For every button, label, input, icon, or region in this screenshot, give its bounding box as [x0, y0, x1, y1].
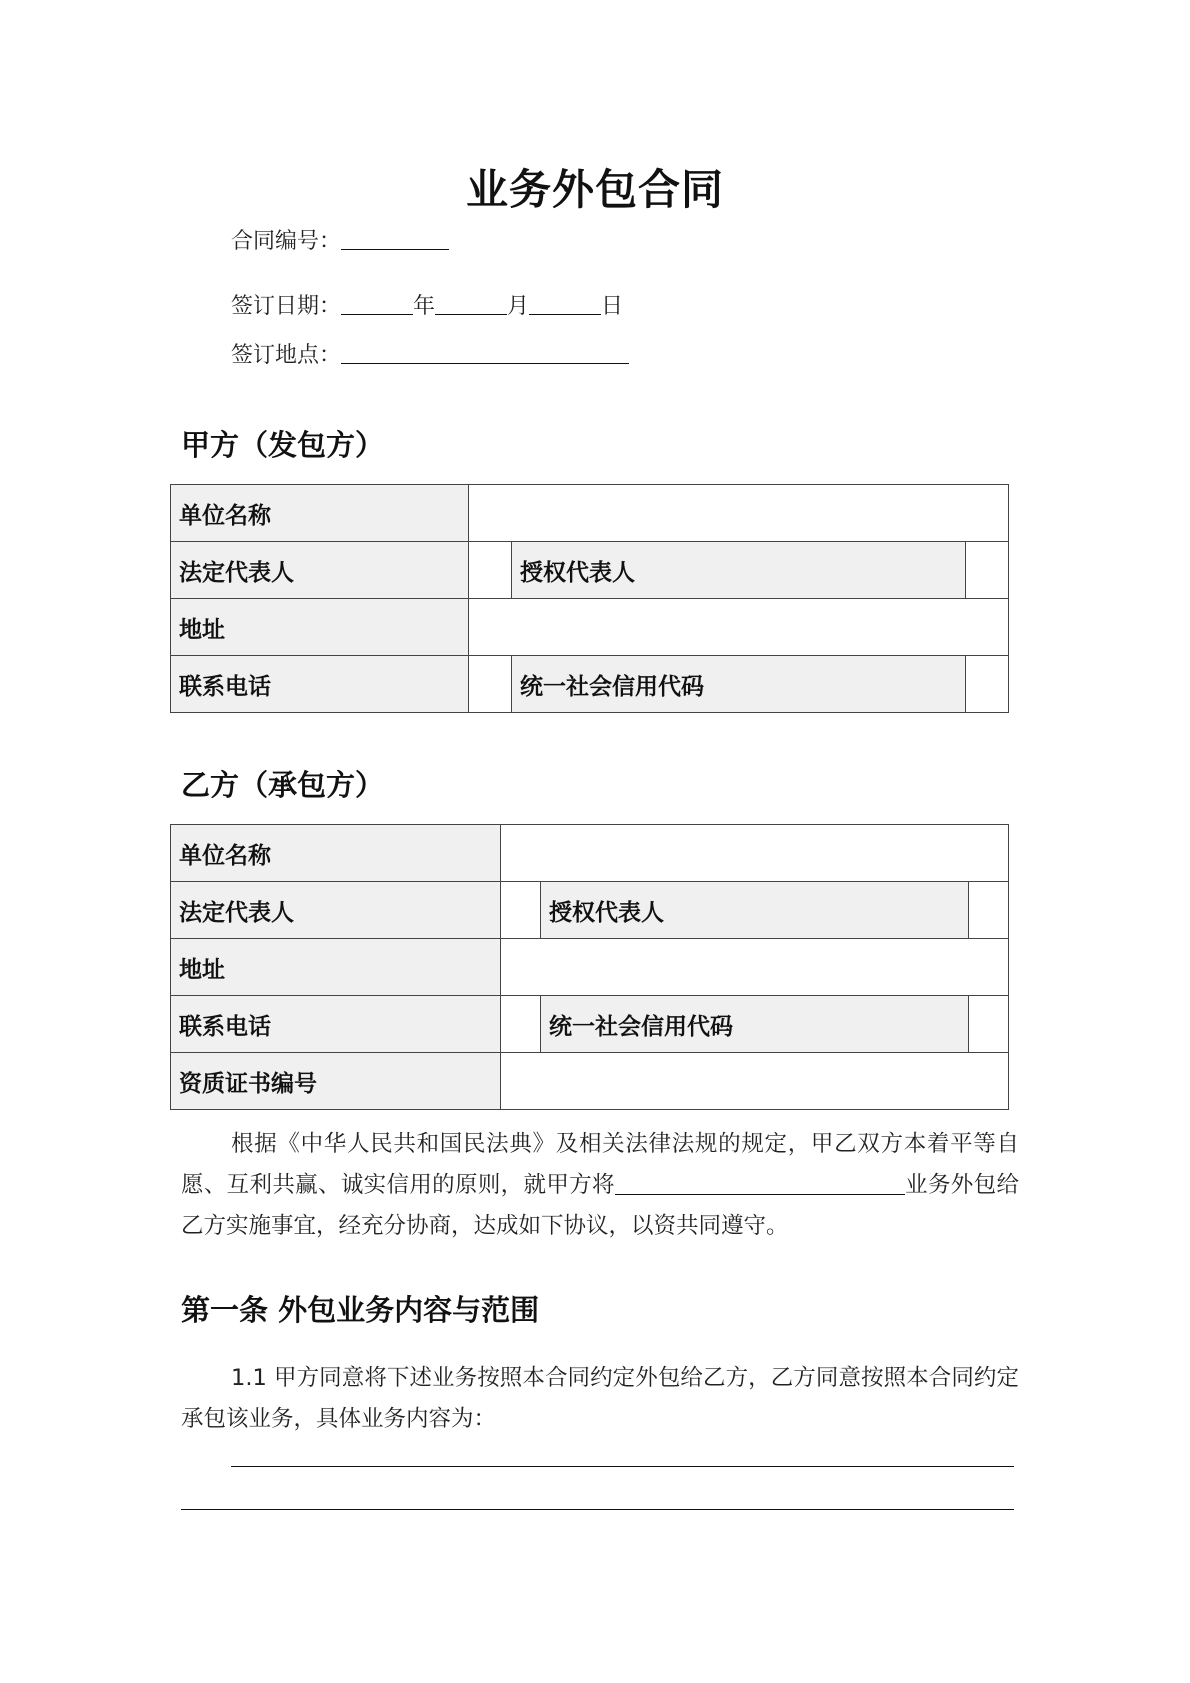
table-row — [171, 599, 1009, 656]
contract-number-blank[interactable] — [341, 227, 449, 250]
table-row — [171, 656, 1009, 713]
party-a-phone-label: 联系电话 — [171, 656, 469, 713]
sign-day-blank[interactable] — [529, 292, 601, 315]
sign-place-line — [231, 341, 629, 371]
table-row — [171, 485, 1009, 542]
party-a-auth-rep-label: 授权代表人 — [512, 542, 966, 599]
year-label: 年 — [413, 294, 436, 319]
party-b-legal-rep-label: 法定代表人 — [171, 882, 501, 939]
table-row — [171, 939, 1009, 996]
party-a-address-label: 地址 — [171, 599, 469, 656]
contract-number-label: 合同编号： — [231, 229, 342, 254]
party-a-credit-code-label: 统一社会信用代码 — [512, 656, 966, 713]
article-1-heading: 第一条 外包业务内容与范围 — [181, 1293, 540, 1327]
intro-text-part1: 根据《中华人民共和国民法典》及相关法律法规的规定，甲乙双方本着平等自愿、互利共赢、诚实信用的原则，就甲方将 — [181, 1131, 1019, 1198]
table-row — [171, 882, 1009, 939]
intro-paragraph — [181, 1124, 1019, 1247]
party-a-heading: 甲方（发包方） — [181, 428, 385, 462]
business-content-line-2[interactable] — [181, 1509, 1014, 1510]
party-b-credit-code-label: 统一社会信用代码 — [541, 996, 969, 1053]
party-a-phone-field[interactable] — [469, 656, 512, 713]
table-row — [171, 542, 1009, 599]
party-b-auth-rep-field[interactable] — [969, 882, 1009, 939]
party-b-unit-name-field[interactable] — [501, 825, 1009, 882]
party-b-address-label: 地址 — [171, 939, 501, 996]
party-a-address-field[interactable] — [469, 599, 1009, 656]
sign-year-blank[interactable] — [341, 292, 413, 315]
intro-text-part2: 业务外包给乙方实施事宜，经充分协商，达成如下协议，以资共同遵守。 — [181, 1172, 1019, 1239]
party-a-legal-rep-label: 法定代表人 — [171, 542, 469, 599]
party-a-legal-rep-field[interactable] — [469, 542, 512, 599]
sign-date-label: 签订日期： — [231, 294, 342, 319]
document-title: 业务外包合同 — [465, 165, 724, 214]
party-a-credit-code-field[interactable] — [966, 656, 1009, 713]
business-content-line-1[interactable] — [231, 1466, 1014, 1467]
party-b-unit-name-label: 单位名称 — [171, 825, 501, 882]
party-a-auth-rep-field[interactable] — [966, 542, 1009, 599]
sign-month-blank[interactable] — [435, 292, 507, 315]
sign-place-label: 签订地点： — [231, 343, 342, 368]
party-b-cert-no-field[interactable] — [501, 1053, 1009, 1110]
party-b-legal-rep-field[interactable] — [501, 882, 541, 939]
clause-1-1: 1.1 甲方同意将下述业务按照本合同约定外包给乙方，乙方同意按照本合同约定承包该业务，具体业务内容为： — [181, 1365, 1019, 1432]
table-row — [171, 825, 1009, 882]
party-a-unit-name-label: 单位名称 — [171, 485, 469, 542]
contract-number-line — [231, 227, 449, 257]
party-b-table — [170, 824, 1009, 1110]
sign-date-line — [231, 292, 623, 322]
party-b-heading: 乙方（承包方） — [181, 768, 385, 802]
party-a-unit-name-field[interactable] — [469, 485, 1009, 542]
sign-place-blank[interactable] — [341, 341, 629, 364]
party-a-table — [170, 484, 1009, 713]
party-b-address-field[interactable] — [501, 939, 1009, 996]
table-row — [171, 996, 1009, 1053]
party-b-phone-field[interactable] — [501, 996, 541, 1053]
month-label: 月 — [507, 294, 530, 319]
day-label: 日 — [601, 294, 624, 319]
party-b-credit-code-field[interactable] — [969, 996, 1009, 1053]
table-row — [171, 1053, 1009, 1110]
party-b-cert-no-label: 资质证书编号 — [171, 1053, 501, 1110]
outsourced-business-blank[interactable] — [615, 1170, 905, 1195]
party-b-phone-label: 联系电话 — [171, 996, 501, 1053]
party-b-auth-rep-label: 授权代表人 — [541, 882, 969, 939]
